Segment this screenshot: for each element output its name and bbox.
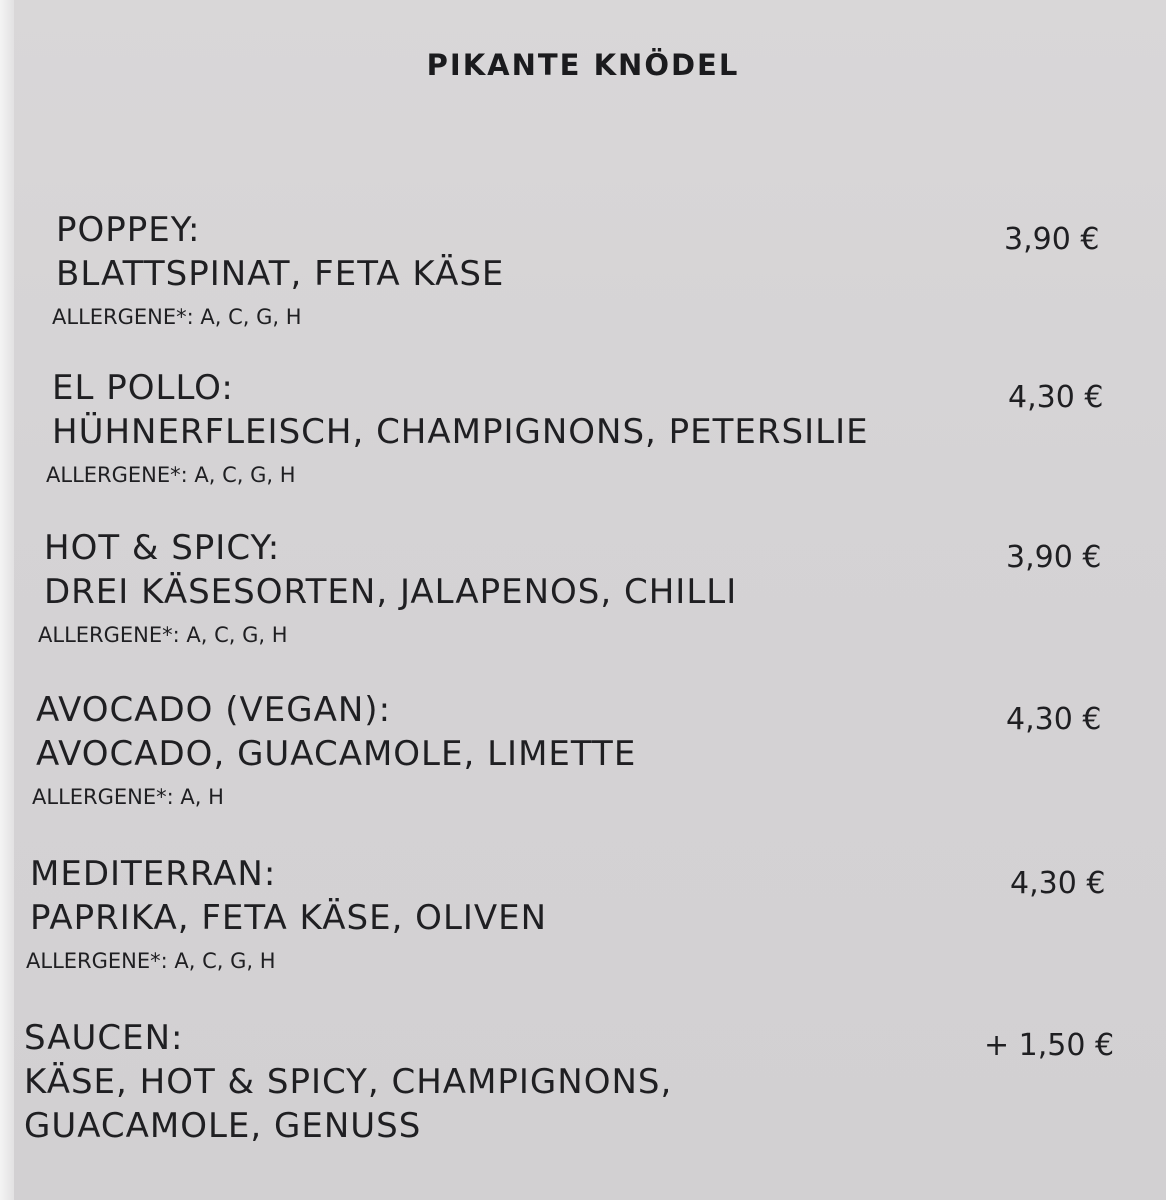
item-price: + 1,50 € — [984, 1028, 1115, 1063]
item-name: AVOCADO (VEGAN): — [36, 690, 392, 730]
item-description: HÜHNERFLEISCH, CHAMPIGNONS, PETERSILIE — [52, 412, 869, 452]
item-description-line-2: GUACAMOLE, GENUSS — [24, 1106, 422, 1146]
menu-item-poppey — [52, 208, 1156, 332]
item-price: 4,30 € — [1008, 380, 1104, 415]
item-price: 4,30 € — [1006, 702, 1102, 737]
item-allergens: ALLERGENE*: A, H — [32, 785, 224, 809]
item-name: EL POLLO: — [52, 368, 234, 408]
item-allergens: ALLERGENE*: A, C, G, H — [38, 623, 288, 647]
menu-title: PIKANTE KNÖDEL — [426, 48, 740, 82]
menu-item-mediterran — [26, 852, 1130, 976]
item-allergens: ALLERGENE*: A, C, G, H — [46, 463, 296, 487]
item-description: DREI KÄSESORTEN, JALAPENOS, CHILLI — [44, 572, 738, 612]
menu-item-avocado — [32, 688, 1136, 812]
item-description: PAPRIKA, FETA KÄSE, OLIVEN — [30, 898, 548, 938]
item-name: MEDITERRAN: — [30, 854, 277, 894]
menu-item-hot-spicy — [38, 526, 1144, 650]
item-description-line-1: KÄSE, HOT & SPICY, CHAMPIGNONS, — [24, 1062, 673, 1102]
menu-item-el-pollo — [46, 366, 1152, 490]
item-price: 3,90 € — [1004, 222, 1100, 257]
item-allergens: ALLERGENE*: A, C, G, H — [52, 305, 302, 329]
item-price: 4,30 € — [1010, 866, 1106, 901]
item-allergens: ALLERGENE*: A, C, G, H — [26, 949, 276, 973]
item-name: HOT & SPICY: — [44, 528, 281, 568]
menu-item-saucen — [24, 1016, 1124, 1148]
paper-edge — [0, 0, 14, 1200]
item-price: 3,90 € — [1006, 540, 1102, 575]
item-name: SAUCEN: — [24, 1018, 184, 1058]
item-name: POPPEY: — [56, 210, 201, 250]
item-description: AVOCADO, GUACAMOLE, LIMETTE — [36, 734, 637, 774]
item-description: BLATTSPINAT, FETA KÄSE — [56, 254, 505, 294]
